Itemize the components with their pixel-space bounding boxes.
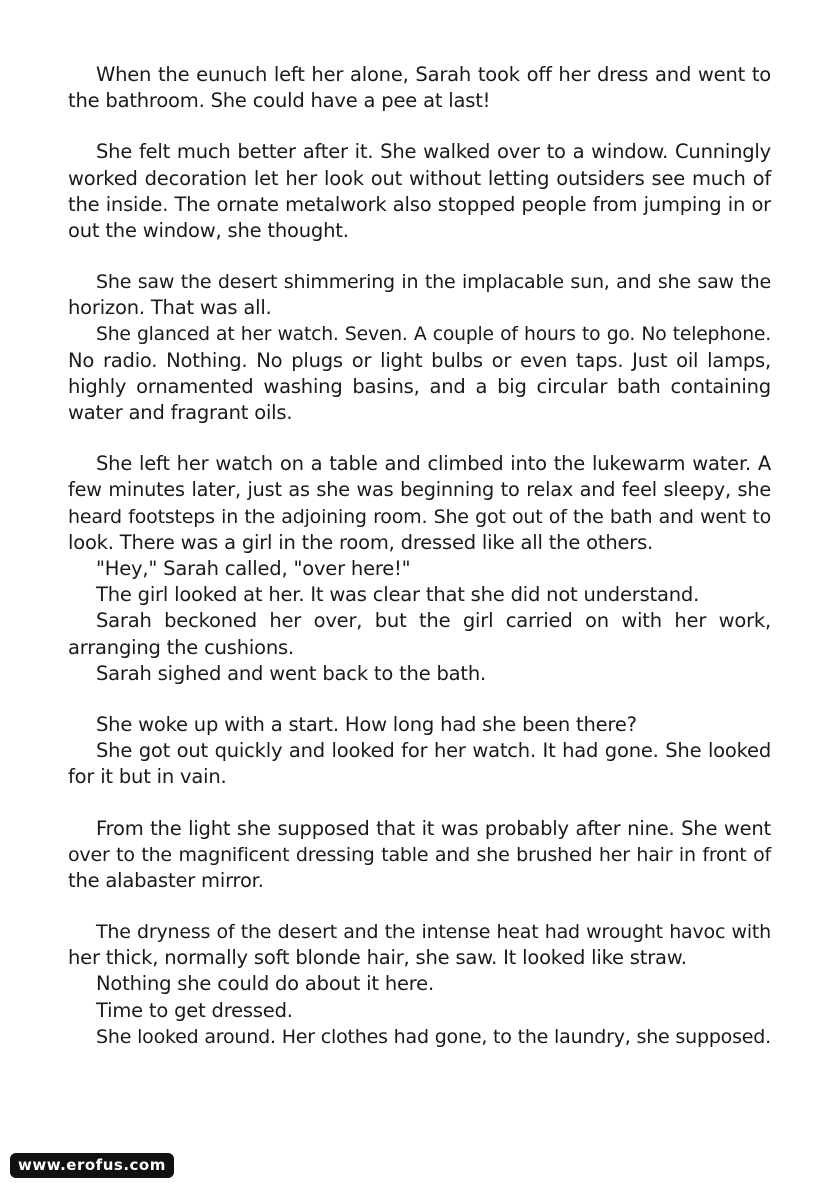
text-line: horizon. That was all. [68,296,272,320]
text-line: "Hey," Sarah called, "over here!" [96,557,411,580]
text-line: She glanced at her watch. Seven. A couple of hours to go. No telephone. [96,323,771,345]
text-line: worked decoration let her look out without letting outsiders see much of [68,166,771,190]
text-line: She felt much better after it. She walked over to a window. Cunningly [96,140,771,164]
text-line: She saw the desert shimmering in the implacable sun, and she saw the [96,271,771,294]
text-line: Sarah beckoned her over, but the girl carried on with her work, [96,609,771,633]
text-line: She got out quickly and looked for her watch. It had gone. She looked [96,739,771,763]
text-line: No radio. Nothing. No plugs or light bulbs or even taps. Just oil lamps, [68,348,771,372]
paragraph [68,451,771,687]
text-line: From the light she supposed that it was probably after nine. She went [96,816,771,840]
paragraph [68,919,771,1050]
text-line: The girl looked at her. It was clear that she did not understand. [96,583,700,607]
text-line: She looked around. Her clothes had gone, to the laundry, she supposed. [96,1025,771,1048]
text-line: Sarah sighed and went back to the bath. [96,661,487,685]
text-line: over to the magnificent dressing table and she brushed her hair in front of [68,843,771,866]
watermark: www.erofus.com [10,1153,174,1178]
text-line: The dryness of the desert and the intense heat had wrought havoc with [96,921,771,944]
text-line: the alabaster mirror. [68,868,264,892]
paragraph [68,712,771,791]
text-line: She left her watch on a table and climbed into the lukewarm water. A [96,452,771,476]
text-line: highly ornamented washing basins, and a big circular bath containing [68,374,771,398]
text-line: her thick, normally soft blonde hair, she saw. It looked like straw. [68,946,687,970]
text-line: for it but in vain. [68,765,227,789]
text-line: She woke up with a start. How long had she been there? [96,712,637,736]
text-line: few minutes later, just as she was beginning to relax and feel sleepy, she [68,478,771,502]
text-line: heard footsteps in the adjoining room. She got out of the bath and went to [68,505,771,528]
paragraph [68,62,771,114]
text-line: the inside. The ornate metalwork also stopped people from jumping in or [68,192,771,216]
text-line: the bathroom. She could have a pee at last! [68,89,491,113]
paragraph [68,269,771,426]
paragraph [68,816,771,895]
text-line: out the window, she thought. [68,218,349,242]
paragraph [68,139,771,244]
text-line: Nothing she could do about it here. [96,972,434,996]
text-line: Time to get dressed. [96,998,293,1022]
text-line: look. There was a girl in the room, dressed like all the others. [68,530,654,554]
text-line: When the eunuch left her alone, Sarah took off her dress and went to [96,63,771,86]
text-line: water and fragrant oils. [68,401,293,425]
text-line: arranging the cushions. [68,635,294,659]
document-page [68,62,771,1075]
